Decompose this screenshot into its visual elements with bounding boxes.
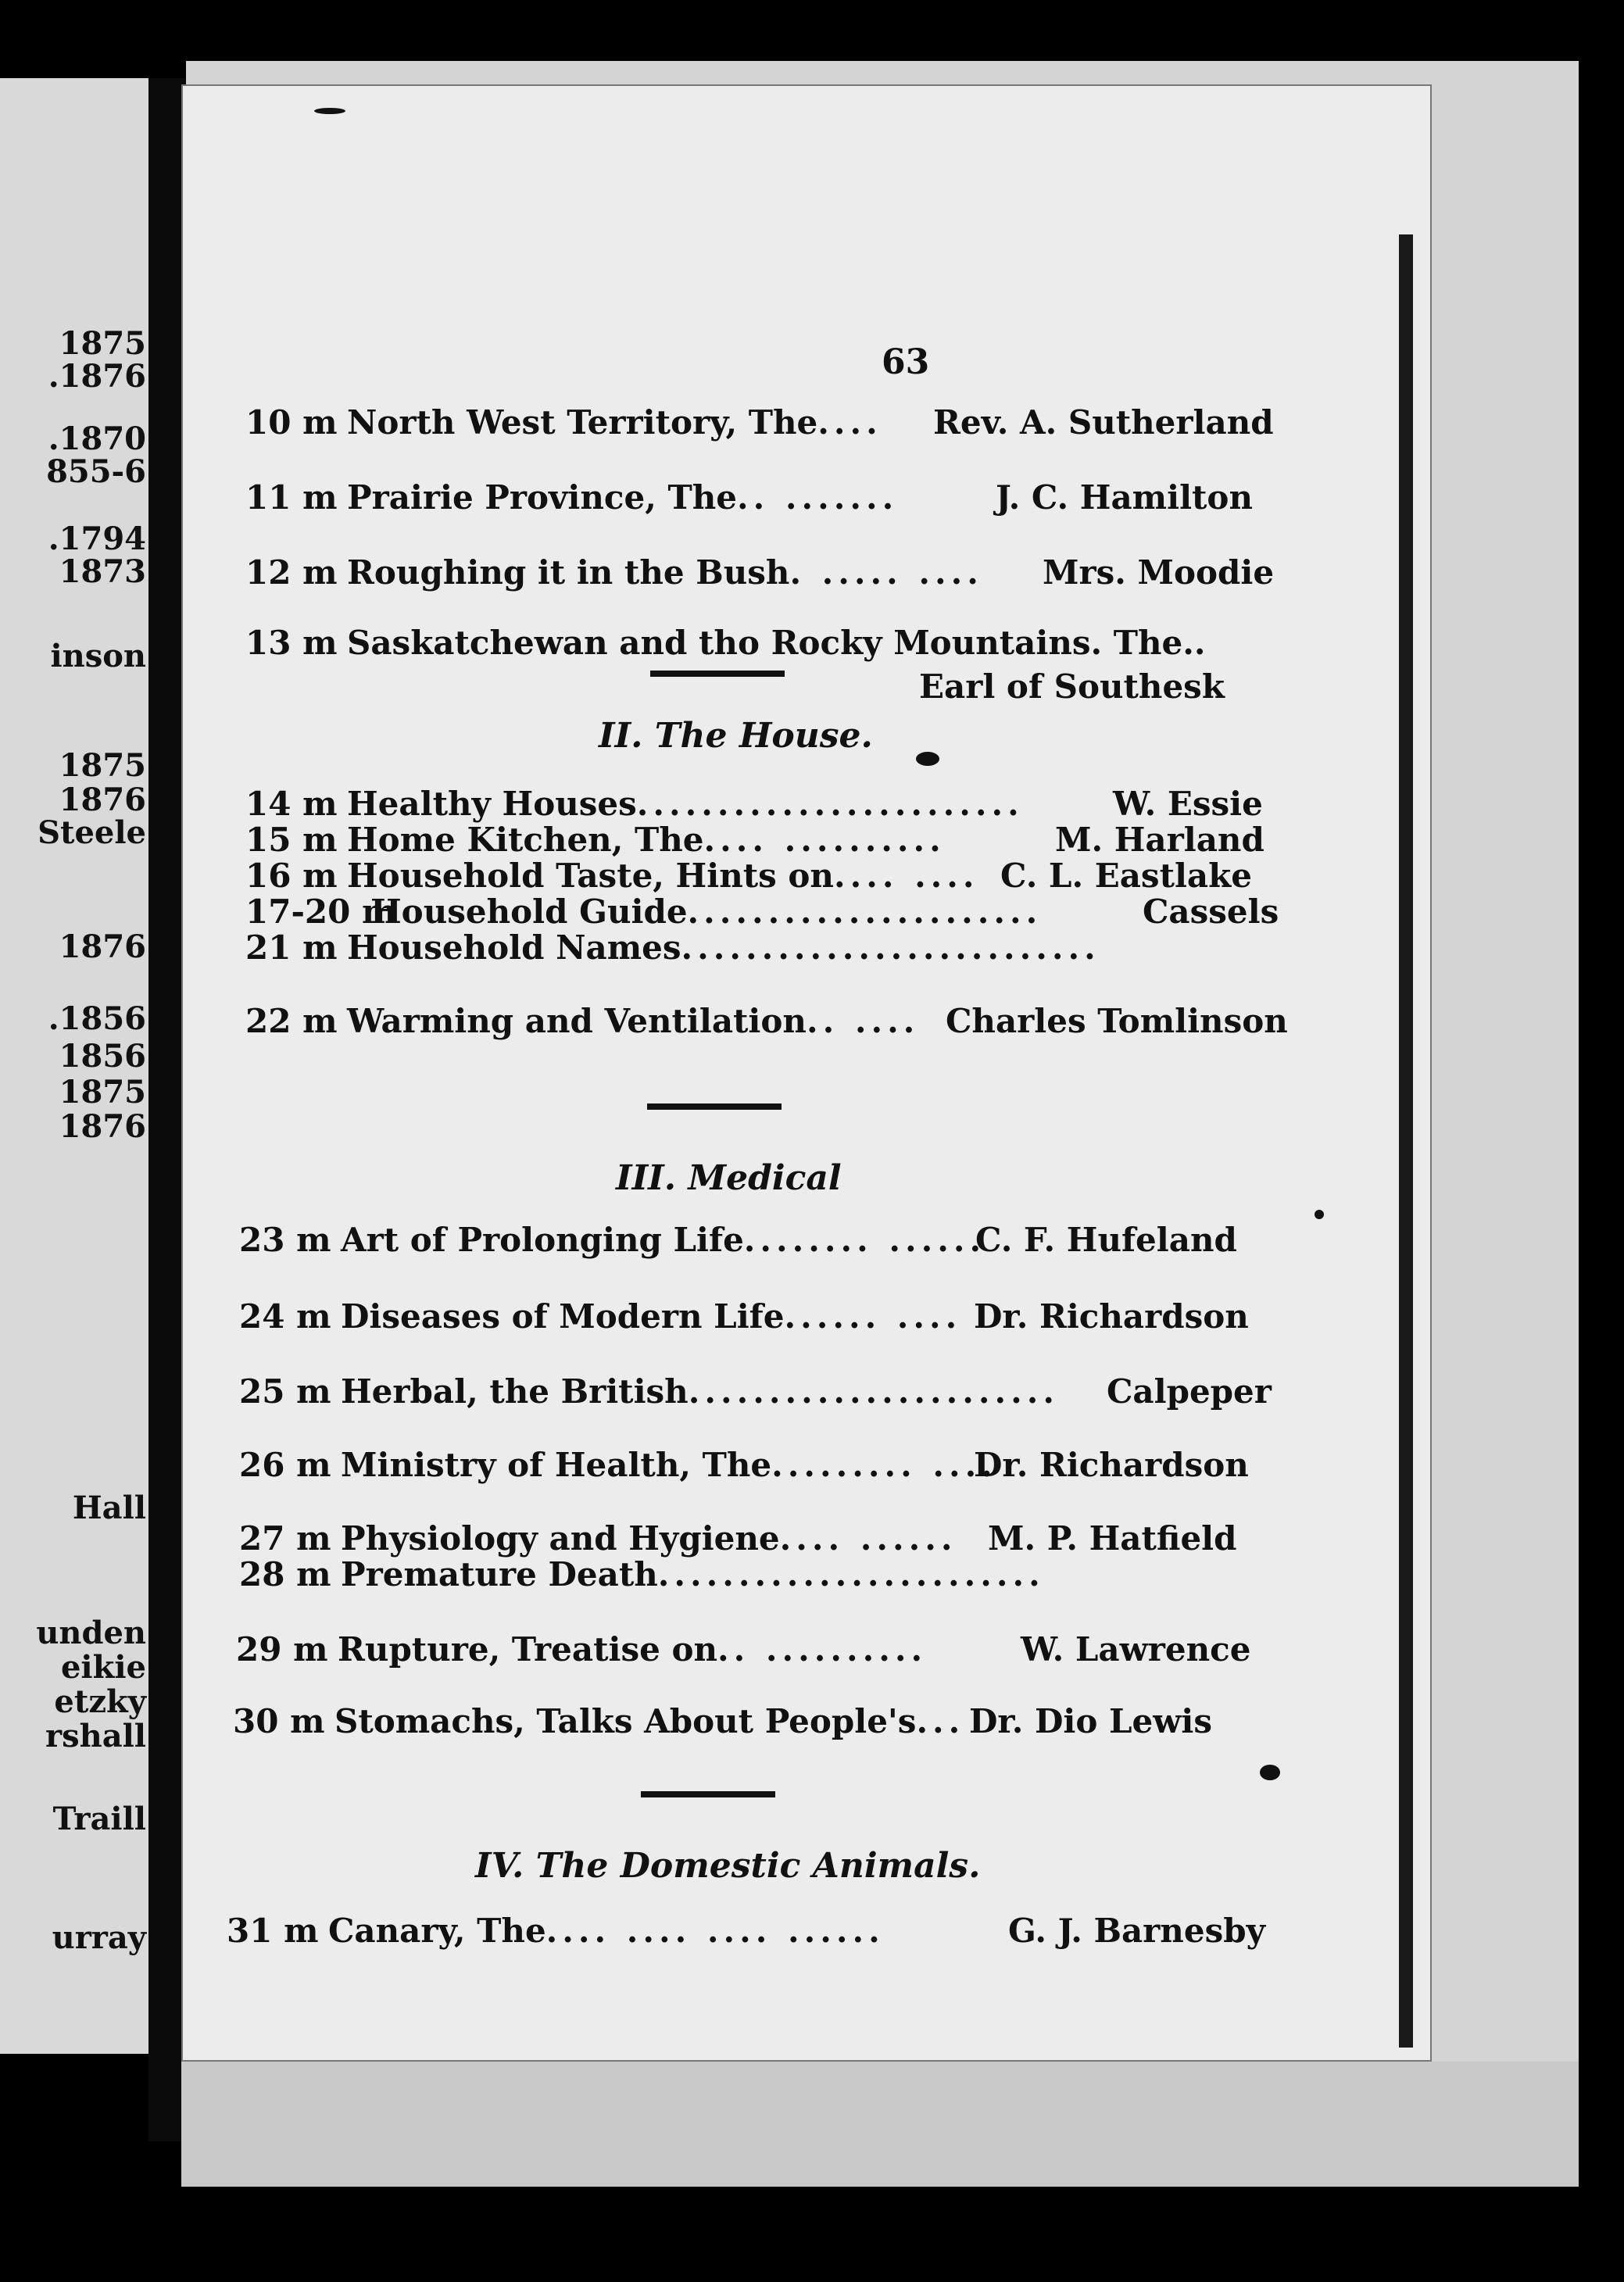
entry-author: Dr. Richardson [974, 1297, 1249, 1336]
leader-dots: ......... .... [771, 1446, 997, 1484]
leader-dots: .......................... [681, 928, 1100, 967]
leader-dots: .. ....... [736, 478, 899, 517]
leader-dots: ........................ [636, 785, 1024, 823]
entry-author: C. L. Eastlake [1000, 857, 1252, 895]
entry-row [245, 892, 1279, 931]
left-fragment: 1876 [59, 782, 146, 818]
left-page-fragment [0, 78, 152, 2054]
entry-title: Household Guide [370, 892, 688, 931]
entry-number: 22 m [245, 1002, 338, 1040]
entry-row [245, 478, 1253, 517]
entry-row [239, 1372, 1272, 1411]
ink-speck [1315, 1210, 1324, 1219]
leader-dots: ........................ [657, 1555, 1045, 1593]
left-fragment: 1873 [59, 553, 146, 590]
left-fragment: eikie [60, 1649, 146, 1686]
leader-dots: .... .... .... ...... [546, 1912, 885, 1950]
leader-dots: ...... .... [784, 1297, 962, 1336]
left-fragment: unden [36, 1615, 146, 1651]
left-fragment: inson [50, 638, 146, 674]
entry-row [245, 553, 1275, 592]
left-fragment: 1856 [59, 1038, 146, 1075]
leader-dots: ...................... [687, 892, 1043, 931]
entry-author: G. J. Barnesby [1008, 1912, 1265, 1950]
entry-author: Dr. Dio Lewis [969, 1702, 1212, 1740]
left-fragment: 1875 [59, 1074, 146, 1111]
ink-speck [916, 752, 939, 766]
entry-title: Warming and Ventilation [347, 1002, 807, 1040]
entry-number: 16 m [245, 857, 338, 895]
entry-number: 21 m [245, 928, 338, 967]
left-fragment: 1875 [59, 747, 146, 784]
entry-number: 10 m [245, 403, 338, 442]
left-fragment: Traill [52, 1801, 146, 1837]
entry-title: Rupture, Treatise on [338, 1630, 717, 1669]
entry-title: Herbal, the British [341, 1372, 689, 1411]
leader-dots: . ..... .... [789, 553, 983, 592]
page-edge-shadow [1399, 234, 1413, 2048]
leader-dots: .. .......... [717, 1630, 928, 1669]
leader-dots: .... .......... [703, 821, 946, 859]
leader-dots: ........ ...... [743, 1221, 986, 1259]
entry-author: Cassels [1143, 892, 1279, 931]
entry-row [245, 1002, 1288, 1040]
entry-author: M. P. Hatfield [988, 1519, 1237, 1558]
entry-title: Physiology and Hygiene [341, 1519, 780, 1558]
entry-author: C. F. Hufeland [975, 1221, 1237, 1259]
entry-title: Stomachs, Talks About People's [334, 1702, 917, 1740]
entry-number: 25 m [239, 1372, 331, 1411]
left-fragment: 1875 [59, 325, 146, 362]
entry-number: 24 m [239, 1297, 331, 1336]
entry-row [245, 403, 1274, 442]
entry-number: 23 m [239, 1221, 331, 1259]
entry-number: 12 m [245, 553, 338, 592]
entry-row [236, 1630, 1251, 1669]
entry-title: Premature Death [341, 1555, 658, 1593]
entry-author: W. Lawrence [1021, 1630, 1251, 1669]
entry-title: Roughing it in the Bush [347, 553, 790, 592]
page-number: 63 [882, 342, 930, 382]
entry-number: 15 m [245, 821, 338, 859]
entry-number: 31 m [227, 1912, 319, 1950]
section-rule [647, 1103, 782, 1110]
entry-title: Canary, The [328, 1912, 546, 1950]
section-heading: IV. The Domestic Animals. [475, 1846, 981, 1886]
left-fragment: Hall [72, 1490, 146, 1526]
left-fragment: 1876 [59, 928, 146, 965]
leader-dots: .... [817, 403, 882, 442]
entry-row [245, 624, 1206, 662]
leader-dots: ....................... [688, 1372, 1060, 1411]
entry-author: M. Harland [1055, 821, 1265, 859]
left-fragment: .1856 [48, 1000, 146, 1037]
entry-number: 27 m [239, 1519, 331, 1558]
left-fragment: 1876 [59, 1108, 146, 1145]
entry-title: Home Kitchen, The [347, 821, 704, 859]
ink-speck [314, 108, 345, 114]
entry-number: 14 m [245, 785, 338, 823]
entry-row [239, 1555, 1045, 1593]
entry-title: Art of Prolonging Life [341, 1221, 744, 1259]
entry-author: Earl of Southesk [919, 667, 1225, 706]
entry-number: 30 m [233, 1702, 325, 1740]
entry-author: Calpeper [1107, 1372, 1272, 1411]
entry-title: Diseases of Modern Life [341, 1297, 785, 1336]
left-fragment: 855-6 [46, 453, 146, 490]
entry-row [233, 1702, 1212, 1740]
catalog-page [181, 84, 1432, 2062]
book-gutter [148, 78, 186, 2141]
entry-row [239, 1519, 1237, 1558]
leader-dots: .... .... [833, 857, 979, 895]
entry-row [245, 821, 1265, 859]
left-fragment: etzky [54, 1683, 146, 1720]
entry-row [239, 1221, 1237, 1259]
left-fragment: .1876 [48, 358, 146, 395]
section-heading: II. The House. [599, 716, 873, 756]
entry-title: Saskatchewan and tho Rocky Mountains. The.. [347, 624, 1206, 662]
section-rule [650, 671, 785, 677]
entry-row [245, 785, 1263, 823]
entry-title: Household Taste, Hints on [347, 857, 834, 895]
left-fragment: Steele [38, 814, 146, 851]
left-fragment: urray [52, 1919, 146, 1956]
ink-speck [1260, 1765, 1280, 1780]
entry-title: North West Territory, The [347, 403, 818, 442]
left-fragment: .1870 [48, 420, 146, 457]
section-rule [641, 1791, 775, 1797]
entry-number: 26 m [239, 1446, 331, 1484]
left-fragment: rshall [45, 1718, 146, 1754]
entry-row [239, 1297, 1249, 1336]
entry-author: J. C. Hamilton [996, 478, 1253, 517]
entry-author: Mrs. Moodie [1043, 553, 1275, 592]
entry-title: Household Names [347, 928, 681, 967]
entry-author: Dr. Richardson [974, 1446, 1249, 1484]
entry-author: Charles Tomlinson [946, 1002, 1288, 1040]
leader-dots: .... ...... [779, 1519, 957, 1558]
entry-number: 29 m [236, 1630, 328, 1669]
entry-number: 11 m [245, 478, 338, 517]
entry-row [245, 928, 1100, 967]
entry-title: Prairie Province, The [347, 478, 737, 517]
entry-title: Healthy Houses [347, 785, 637, 823]
entry-number: 17-20 m [245, 892, 397, 931]
bottom-strip [181, 2062, 1579, 2187]
entry-author: Rev. A. Sutherland [933, 403, 1274, 442]
entry-title: Ministry of Health, The [341, 1446, 772, 1484]
leader-dots: .. .... [806, 1002, 920, 1040]
entry-row [227, 1912, 1265, 1950]
entry-number: 13 m [245, 624, 338, 662]
section-heading: III. Medical [616, 1158, 842, 1198]
leader-dots: ... [916, 1702, 965, 1740]
entry-row [245, 857, 1252, 895]
entry-author: W. Essie [1113, 785, 1263, 823]
left-fragment: .1794 [48, 520, 146, 557]
entry-number: 28 m [239, 1555, 331, 1593]
entry-row [239, 1446, 1249, 1484]
